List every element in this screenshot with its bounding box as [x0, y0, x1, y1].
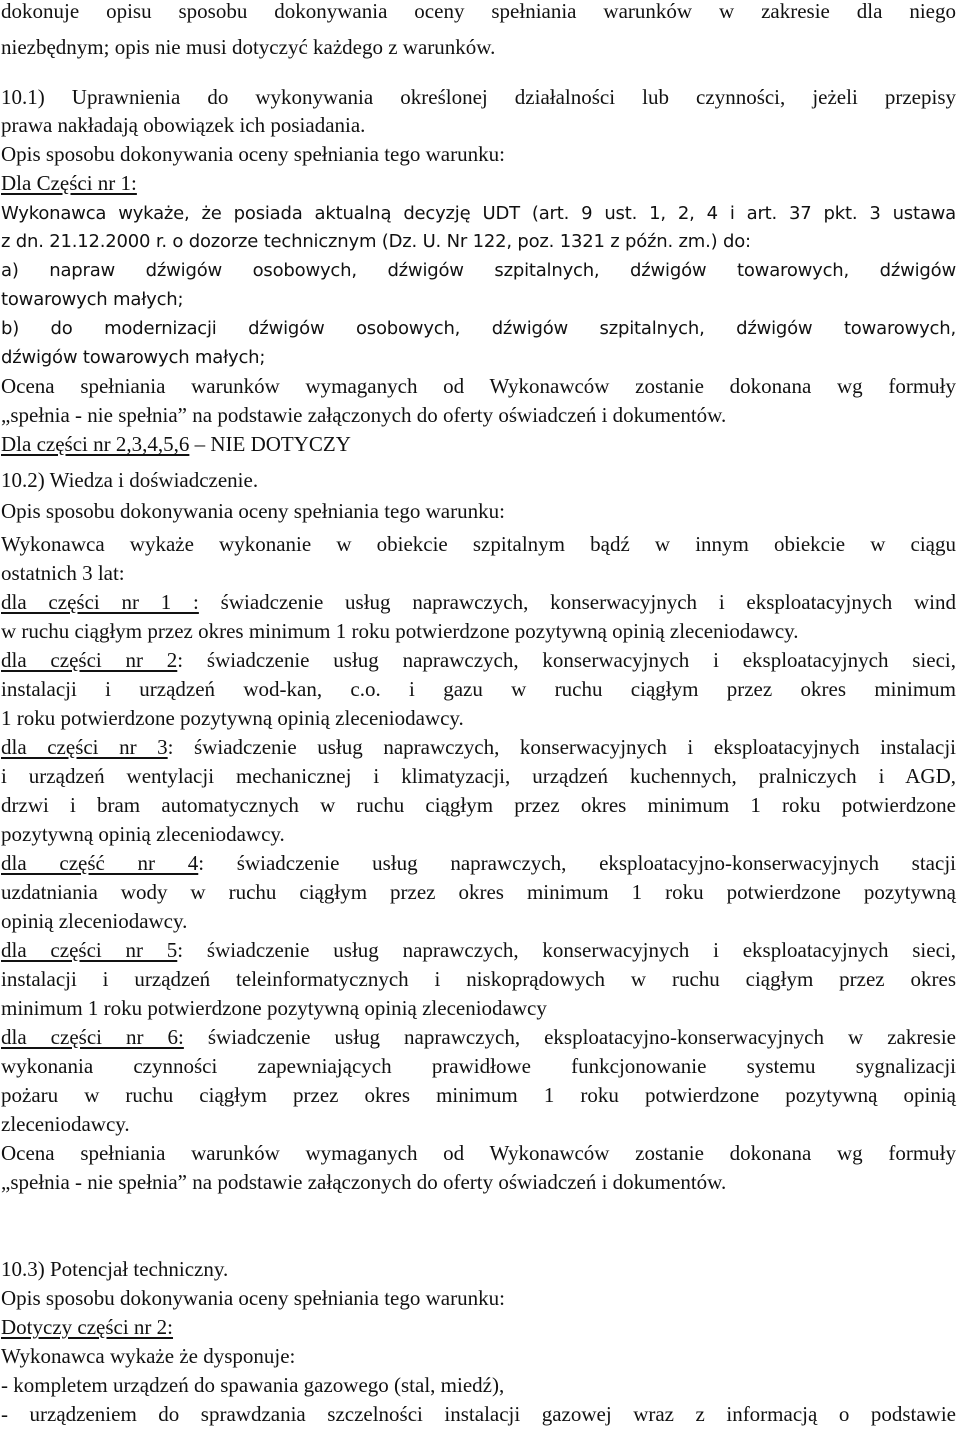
part-label: dla części nr 5 [1, 938, 178, 962]
text-line: niezbędnym; opis nie musi dotyczyć każdego z warunków. [1, 35, 496, 59]
text-line: instalacji i urządzeń wod-kan, c.o. i gazu w ruchu ciągłym przez okres minimum [1, 677, 956, 701]
text-line: z dn. 21.12.2000 r. o dozorze technicznym (Dz. U. Nr 122, poz. 1321 z późn. zm.) do: [1, 231, 751, 252]
text-line: „spełnia - nie spełnia” na podstawie załączonych do oferty oświadczeń i dokumentów. [1, 1170, 727, 1194]
text-line: pożaru w ruchu ciągłym przez okres minimum 1 roku potwierdzone pozytywną opinią [1, 1083, 956, 1107]
parts-label: Dla części nr 2,3,4,5,6 [1, 432, 190, 456]
text-line [1, 430, 956, 459]
text-line [1, 849, 956, 878]
text-line: dźwigów towarowych małych; [1, 347, 266, 368]
section-heading: 10.3) Potencjał techniczny. [1, 1257, 229, 1281]
text-line: instalacji i urządzeń teleinformatycznych i niskoprądowych w ruchu ciągłym przez okres [1, 967, 956, 991]
text-line [1, 733, 956, 762]
part-label: dla części nr 2 [1, 648, 178, 672]
text-line: Opis sposobu dokonywania oceny spełniania tego warunku: [1, 499, 505, 523]
text-line [1, 1023, 956, 1052]
text-line: Opis sposobu dokonywania oceny spełniania tego warunku: [1, 1286, 505, 1310]
text-line: prawa nakładają obowiązek ich posiadania. [1, 113, 366, 137]
part-text: : świadczenie usług naprawczych, eksploatacyjno-konserwacyjnych stacji [198, 851, 956, 875]
text-line: w ruchu ciągłym przez okres minimum 1 roku potwierdzone pozytywną opinią zleceniodawcy. [1, 619, 799, 643]
part-label: dla części nr 6: [1, 1025, 184, 1049]
part-label: Dotyczy części nr 2: [1, 1315, 174, 1339]
part-text: : świadczenie usług naprawczych, konserwacyjnych i eksploatacyjnych sieci, [177, 938, 956, 962]
text-line: Ocena spełniania warunków wymaganych od Wykonawców zostanie dokonana wg formuły [1, 374, 956, 398]
text-line [1, 588, 956, 617]
text-line: a) napraw dźwigów osobowych, dźwigów szpitalnych, dźwigów towarowych, dźwigów [1, 260, 956, 281]
text-line: minimum 1 roku potwierdzone pozytywną opinią zleceniodawcy [1, 996, 547, 1020]
part-label: dla części nr 3 [1, 735, 168, 759]
text-line: i urządzeń wentylacji mechanicznej i klimatyzacji, urządzeń kuchennych, pralniczych i AGD, [1, 764, 956, 788]
text-line: Wykonawca wykaże wykonanie w obiekcie szpitalnym bądź w innym obiekcie w ciągu [1, 532, 956, 556]
text-line: opinią zleceniodawcy. [1, 909, 188, 933]
text-line: towarowych małych; [1, 289, 184, 310]
part-label: dla część nr 4 [1, 851, 199, 875]
text-line: 1 roku potwierdzone pozytywną opinią zleceniodawcy. [1, 706, 464, 730]
text-line: „spełnia - nie spełnia” na podstawie załączonych do oferty oświadczeń i dokumentów. [1, 403, 727, 427]
list-item: - urządzeniem do sprawdzania szczelności instalacji gazowej wraz z informacją o podstawie [1, 1402, 956, 1426]
part-label: dla części nr 1 : [1, 590, 199, 614]
text-line: wykonania czynności zapewniających prawidłowe funkcjonowanie systemu sygnalizacji [1, 1054, 956, 1078]
text-line: ostatnich 3 lat: [1, 561, 125, 585]
text-line: Wykonawca wykaże, że posiada aktualną decyzję UDT (art. 9 ust. 1, 2, 4 i art. 37 pkt. 3 ustawa [1, 203, 956, 224]
text-line: Opis sposobu dokonywania oceny spełniania tego warunku: [1, 142, 505, 166]
text-line: drzwi i bram automatycznych w ruchu ciągłym przez okres minimum 1 roku potwierdzone [1, 793, 956, 817]
part-text: : świadczenie usług naprawczych, konserwacyjnych i eksploatacyjnych instalacji [167, 735, 956, 759]
text-line: zleceniodawcy. [1, 1112, 130, 1136]
not-applicable-text: – NIE DOTYCZY [189, 432, 351, 456]
text-line [1, 936, 956, 965]
text-line: uzdatniania wody w ruchu ciągłym przez okres minimum 1 roku potwierdzone pozytywną [1, 880, 956, 904]
section-heading: 10.2) Wiedza i doświadczenie. [1, 468, 259, 492]
text-line: Ocena spełniania warunków wymaganych od Wykonawców zostanie dokonana wg formuły [1, 1141, 956, 1165]
section-heading: 10.1) Uprawnienia do wykonywania określonej działalności lub czynności, jeżeli przepisy [1, 85, 956, 109]
text-line: Wykonawca wykaże że dysponuje: [1, 1344, 296, 1368]
part-label: Dla Części nr 1: [1, 171, 137, 195]
part-text: : świadczenie usług naprawczych, konserwacyjnych i eksploatacyjnych sieci, [177, 648, 956, 672]
text-line: pozytywną opinią zleceniodawcy. [1, 822, 285, 846]
list-item: - kompletem urządzeń do spawania gazowego (stal, miedź), [1, 1373, 505, 1397]
part-text: świadczenie usług naprawczych, eksploatacyjno-konserwacyjnych w zakresie [183, 1025, 956, 1049]
text-line [1, 646, 956, 675]
part-text: świadczenie usług naprawczych, konserwacyjnych i eksploatacyjnych wind [198, 590, 956, 614]
text-line: b) do modernizacji dźwigów osobowych, dźwigów szpitalnych, dźwigów towarowych, [1, 318, 956, 339]
text-line: dokonuje opisu sposobu dokonywania oceny spełniania warunków w zakresie dla niego [1, 0, 956, 23]
